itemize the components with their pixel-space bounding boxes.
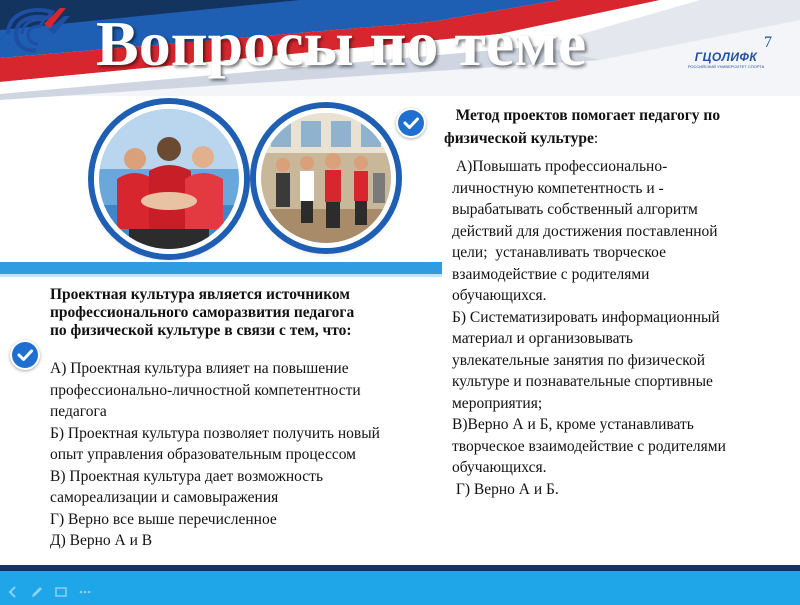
arrow-left-icon[interactable] xyxy=(6,585,20,599)
answer-line: опыт управления образовательным процессом xyxy=(50,446,356,463)
left-answers xyxy=(50,358,440,552)
question-line: Проектная культура является источником xyxy=(50,286,350,303)
answer-line: В) Проектная культура дает возможность xyxy=(50,467,324,485)
left-question xyxy=(50,286,420,340)
answer-line: обучающихся. xyxy=(452,459,547,476)
answer-line: вырабатывать собственный алгоритм xyxy=(452,201,698,218)
page-title: Вопросы по теме xyxy=(96,8,587,79)
slide-footer xyxy=(0,565,800,605)
right-answers xyxy=(452,156,792,500)
answer-line: творческое взаимодействие с родителями xyxy=(452,437,726,455)
answer-line: Б) Систематизировать информационный xyxy=(452,308,720,326)
question-line: по физической культуре в связи с тем, что: xyxy=(50,322,352,339)
question-line xyxy=(444,127,794,150)
answer-line: мероприятия; xyxy=(452,394,543,412)
answer-line: Б) Проектная культура позволяет получить новый xyxy=(50,424,380,442)
answer-line: педагога xyxy=(50,403,107,420)
answer-line: увлекательные занятия по физической xyxy=(452,351,706,369)
answer-line: культуре и познавательные спортивные xyxy=(452,373,713,390)
question-line xyxy=(444,104,794,127)
answer-line: действий для достижения поставленной xyxy=(452,222,718,240)
right-question xyxy=(444,104,794,150)
pen-icon[interactable] xyxy=(30,585,44,599)
question-text: Метод проектов помогает педагогу по xyxy=(455,107,721,124)
answer-line: взаимодействие с родителями xyxy=(452,265,650,283)
answer-line: Д) Верно А и В xyxy=(50,532,153,549)
divider-bar-shadow xyxy=(0,274,442,277)
photo-group-exercise xyxy=(256,108,396,248)
question-line: профессионального саморазвития педагога xyxy=(50,304,355,321)
footer-bar xyxy=(0,571,800,605)
answer-line: профессионально-личностной компетентности xyxy=(50,381,361,399)
answer-line: Г) Верно все выше перечисленное xyxy=(50,510,277,528)
answer-line: материал и организовывать xyxy=(452,330,633,347)
menu-icon[interactable] xyxy=(78,585,92,599)
slides-icon[interactable] xyxy=(54,585,68,599)
answer-line: В)Верно А и Б, кроме устанавливать xyxy=(452,416,694,433)
question-text-bold: физической культуре xyxy=(444,130,594,147)
answer-line: А)Повышать профессионально- xyxy=(452,158,668,175)
answer-line: личностную компетентность и - xyxy=(452,179,664,197)
check-icon xyxy=(396,108,426,138)
page-number: 7 xyxy=(764,34,772,51)
photo-team-huddle xyxy=(94,104,244,254)
logo-subtitle: РОССИЙСКИЙ УНИВЕРСИТЕТ СПОРТА xyxy=(687,64,765,69)
check-icon xyxy=(10,340,40,370)
answer-line: Г) Верно А и Б. xyxy=(452,480,559,498)
answer-line: цели; устанавливать творческое xyxy=(452,244,666,261)
slideshow-toolbar xyxy=(6,585,92,601)
logo-name: ГЦОЛИФК xyxy=(694,50,758,64)
answer-line: обучающихся. xyxy=(452,287,547,304)
logo-emblem xyxy=(0,0,76,70)
slide-header xyxy=(0,0,800,100)
answer-line: А) Проектная культура влияет на повышение xyxy=(50,360,349,377)
answer-line: самореализации и самовыражения xyxy=(50,489,279,506)
question-text-end: : xyxy=(593,130,599,147)
divider-bar xyxy=(0,262,442,274)
